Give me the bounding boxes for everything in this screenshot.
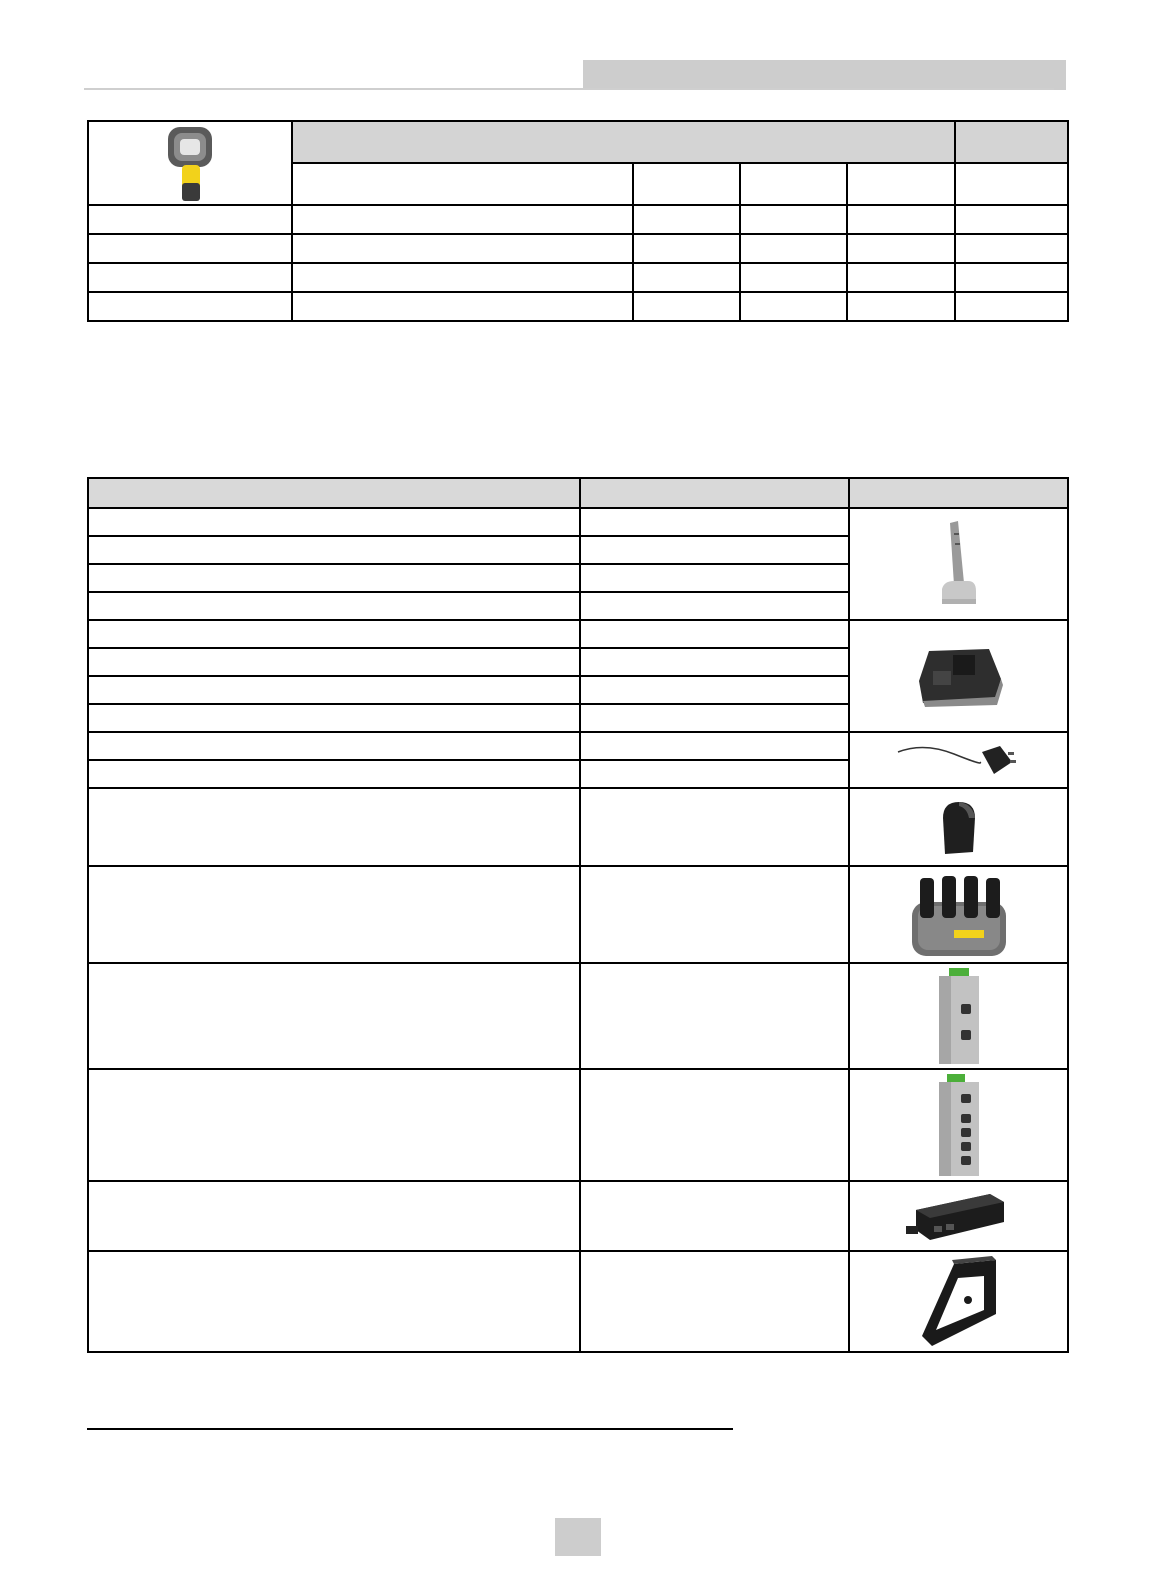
table-row [88, 205, 1068, 234]
ethernet-switch-5-port-icon [931, 1072, 987, 1178]
charging-base-icon [934, 519, 984, 609]
scanner-subheader-3 [740, 163, 847, 205]
header-rule [84, 88, 1054, 90]
table-row [88, 1181, 1068, 1251]
mounting-bracket-icon [914, 1254, 1004, 1350]
page-number-box [555, 1518, 601, 1556]
ethernet-switch-2-port-icon [931, 966, 987, 1066]
table-row [88, 1069, 1068, 1181]
scanner-subheader-2 [633, 163, 740, 205]
barcode-scanner-icon [160, 123, 220, 203]
scanner-header-side [955, 121, 1068, 163]
poe-injector-icon [904, 1186, 1014, 1246]
scanner-subheader-4 [847, 163, 955, 205]
table-row [88, 963, 1068, 1069]
accessory-table [87, 477, 1069, 1353]
table-row [88, 732, 1068, 760]
table-row [88, 263, 1068, 292]
accessory-header-part [580, 478, 849, 508]
charging-station-cell [849, 620, 1068, 732]
accessory-header-image [849, 478, 1068, 508]
charging-base-cell [849, 508, 1068, 620]
battery-charger-cell [849, 866, 1068, 963]
battery-icon [929, 794, 989, 860]
table-row [88, 788, 1068, 866]
accessory-header-description [88, 478, 580, 508]
header-bar [583, 60, 1066, 90]
poe-injector-cell [849, 1181, 1068, 1251]
footnote-rule [87, 1428, 733, 1430]
table-row [88, 866, 1068, 963]
accessory-header-row [88, 478, 1068, 508]
battery-charger-icon [904, 870, 1014, 960]
scanner-subheader-1 [292, 163, 633, 205]
table-row [88, 1251, 1068, 1352]
table-row [88, 292, 1068, 321]
ethernet-switch-5-port-cell [849, 1069, 1068, 1181]
charging-station-icon [909, 641, 1009, 711]
scanner-header-main [292, 121, 955, 163]
table-row [88, 508, 1068, 536]
table-row [88, 234, 1068, 263]
scanner-model-table [87, 120, 1069, 322]
scanner-image-cell [88, 121, 292, 205]
mounting-bracket-cell [849, 1251, 1068, 1352]
ethernet-switch-2-port-cell [849, 963, 1068, 1069]
scanner-subheader-5 [955, 163, 1068, 205]
battery-cell [849, 788, 1068, 866]
table-row [88, 620, 1068, 648]
power-supply-icon [894, 738, 1024, 782]
power-supply-cell [849, 732, 1068, 788]
